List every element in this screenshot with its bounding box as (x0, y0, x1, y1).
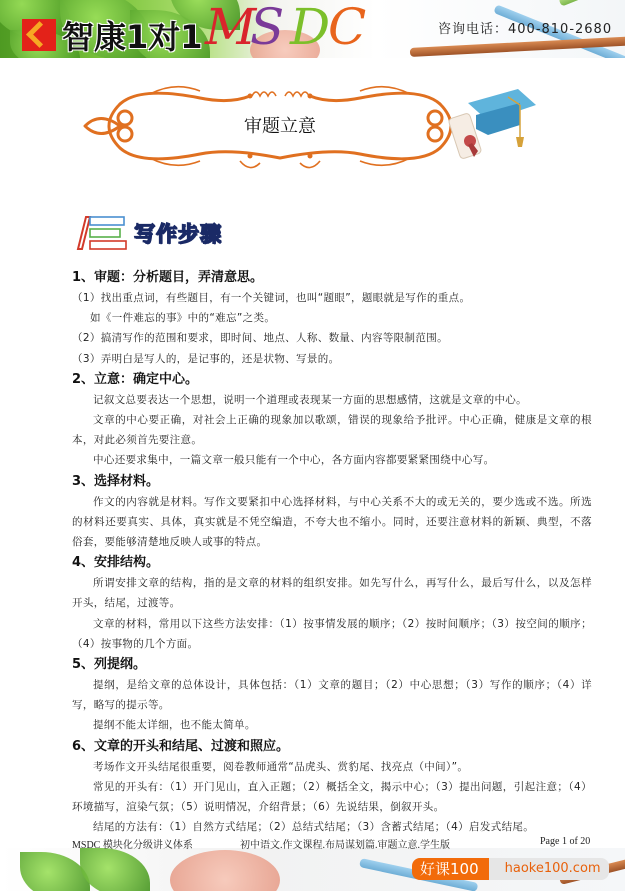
section-heading (74, 215, 222, 251)
logo-mark-icon (22, 19, 56, 51)
paragraph: 提纲，是给文章的总体设计，具体包括：（1）文章的题目；（2）中心思想；（3）写作的顺序；（4）详写，略写的提示等。 (72, 679, 592, 712)
paragraph: 文章的中心要正确，对社会上正确的现象加以歌颂，错误的现象给予批评。中心正确，健康是文章的根本，对此必须首先要注意。 (72, 414, 592, 447)
paragraph: 常见的开头有：（1）开门见山，直入正题；（2）概括全文，揭示中心；（3）提出问题，引起注意；（4）环境描写，渲染气氛；（5）说明情况，介绍背景；（6）先说结果，倒叙开头。 (72, 780, 592, 814)
title-frame (80, 76, 480, 176)
step-heading: 4、安排结构。 (72, 555, 160, 571)
msdc-letter-m: M (205, 0, 257, 56)
msdc-letter-s: S (250, 0, 285, 56)
paragraph: （3）弄明白是写人的，是记事的，还是状物、写景的。 (72, 352, 340, 365)
step-heading: 3、选择材料。 (72, 473, 160, 489)
step-heading: 6、文章的开头和结尾、过渡和照应。 (72, 738, 290, 754)
graduation-cap-icon (448, 85, 538, 165)
step-heading: 1、审题：分析题目，弄清意思。 (72, 270, 264, 285)
footer-course-path: 初中语文.作文课程.布局谋划篇.审题立意.学生版 (240, 840, 450, 851)
brand-logo (22, 12, 203, 58)
pencil-decoration (558, 0, 625, 7)
contact-phone: 咨询电话：400-810-2680 (438, 22, 613, 37)
brand-name: 智康1对1 (62, 18, 203, 56)
paragraph: 文章的材料，常用以下这些方法安排：（1）按事情发展的顺序；（2）按时间顺序；（3）按空间的顺序；（4）按事物的几个方面。 (72, 617, 592, 650)
page-header-banner (0, 0, 625, 58)
page-number: Page 1 of 20 (540, 836, 591, 847)
watermark (412, 858, 609, 880)
books-icon (74, 215, 128, 251)
lesson-title: 审题立意 (244, 116, 316, 137)
watermark-brand: 好课100 (412, 858, 489, 880)
paragraph: （1）找出重点词，有些题目，有一个关键词，也叫“题眼”，题眼就是写作的重点。 (72, 292, 471, 304)
section-title: 写作步骤 (134, 222, 222, 246)
paragraph: 结尾的方法有：（1）自然方式结尾；（2）总结式结尾；（3）含蓄式结尾；（4）启发式结尾。 (93, 821, 535, 834)
step-heading: 5、列提纲。 (72, 657, 147, 673)
leaf-decoration (80, 848, 150, 891)
footer-series: MSDC 模块化分级讲义体系 (72, 840, 193, 851)
paragraph: 作文的内容就是材料。写作文要紧扣中心选择材料，与中心关系不大的或无关的，要少选或不选。所选的材料还要真实、具体，真实就是不凭空编造，不夸大也不缩小。同时，还要注意材料的新颖、典型，不落俗套，要能够清楚地反映人或事的特点。 (72, 495, 592, 549)
watermark-url[interactable]: haoke100.com (489, 858, 609, 880)
paragraph: 考场作文开头结尾很重要，阅卷教师通常“品虎头、赏豹尾、找亮点（中间）”。 (93, 760, 469, 773)
step-heading: 2、立意：确定中心。 (72, 371, 199, 387)
pencil-decoration (410, 36, 625, 57)
paragraph: （2）搞清写作的范围和要求，即时间、地点、人称、数量、内容等限制范围。 (72, 332, 448, 345)
document-body (72, 267, 592, 837)
msdc-letter-d: D (290, 0, 331, 56)
paragraph: 如《一件难忘的事》中的“难忘”之类。 (90, 312, 276, 325)
paragraph: 提纲不能太详细，也不能太简单。 (93, 719, 256, 732)
paragraph: 中心还要求集中，一篇文章一般只能有一个中心，各方面内容都要紧紧围绕中心写。 (93, 454, 495, 467)
butterfly-decoration (170, 850, 280, 891)
paragraph: 所谓安排文章的结构，指的是文章的材料的组织安排。如先写什么，再写什么，最后写什么，以及怎样开头，结尾，过渡等。 (72, 577, 592, 610)
msdc-letter-c: C (328, 0, 367, 56)
paragraph: 记叙文总要表达一个思想，说明一个道理或表现某一方面的思想感情，这就是文章的中心。 (93, 393, 527, 406)
